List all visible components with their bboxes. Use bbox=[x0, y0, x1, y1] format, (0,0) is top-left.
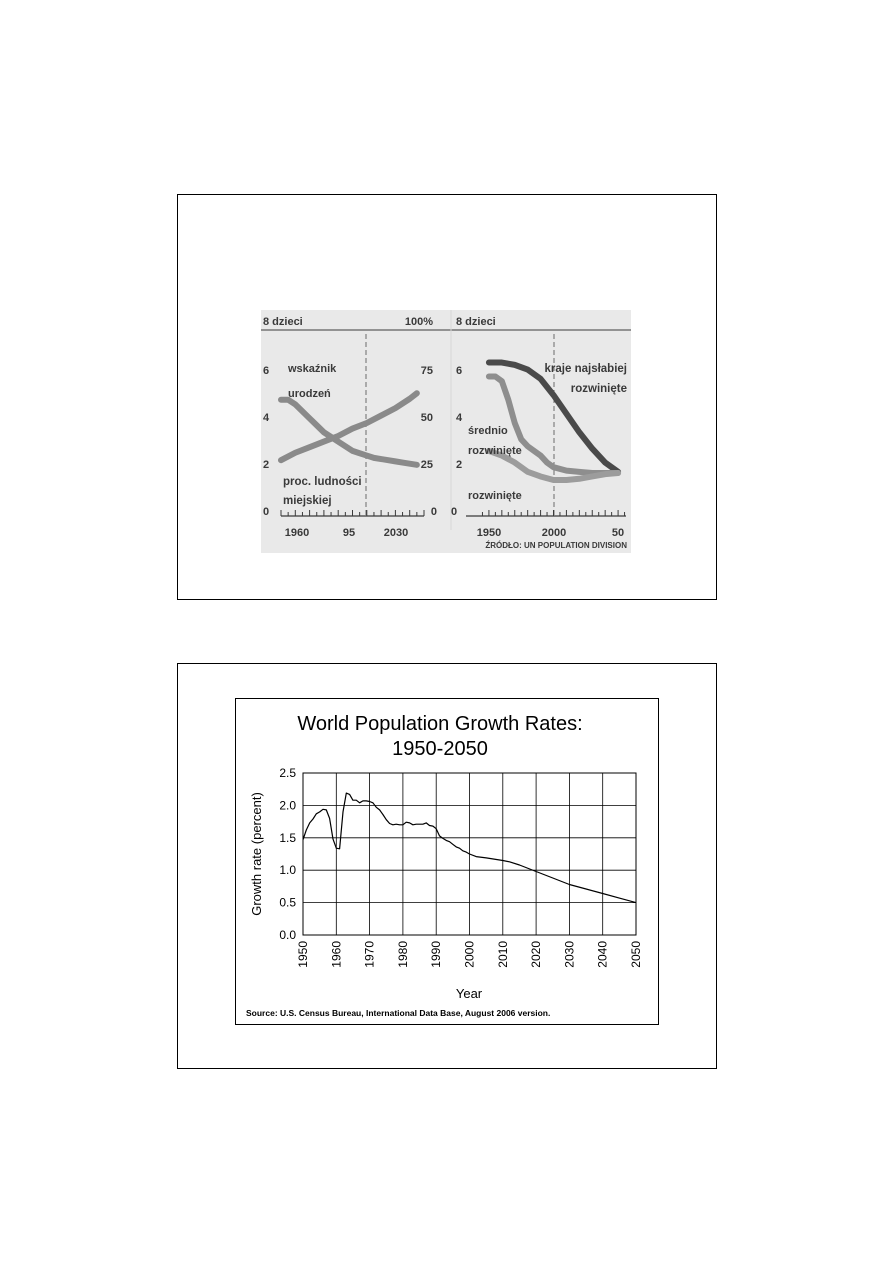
x-axis-label: Year bbox=[455, 986, 483, 1001]
p2-left-tick-0: 0 bbox=[451, 506, 458, 518]
y-tick-label: 0.5 bbox=[279, 895, 296, 910]
p2-left-tick-6: 6 bbox=[456, 365, 463, 377]
p1-right-tick-50: 50 bbox=[420, 412, 433, 424]
p1-left-tick-8: 8 dzieci bbox=[263, 316, 303, 328]
x-tick-label: 2050 bbox=[629, 941, 643, 968]
scanned-newspaper-chart bbox=[261, 310, 631, 553]
p1-x-tick-95: 95 bbox=[342, 527, 356, 539]
source-note: Source: U.S. Census Bureau, International Data Base, August 2006 version. bbox=[246, 1008, 551, 1018]
p1-right-tick-100: 100% bbox=[404, 316, 433, 328]
slide-world-population-growth bbox=[177, 663, 717, 1069]
x-tick-label: 1950 bbox=[296, 941, 310, 968]
p2-source-credit: ŹRÓDŁO: UN POPULATION DIVISION bbox=[485, 541, 627, 550]
x-tick-label: 1980 bbox=[395, 941, 410, 968]
p1-label-fertility-line2: urodzeń bbox=[288, 388, 331, 400]
p2-label-developed: rozwinięte bbox=[468, 490, 522, 502]
y-tick-label: 2.5 bbox=[279, 766, 296, 780]
p2-label-medium-line2: rozwinięte bbox=[468, 445, 522, 457]
x-tick-label: 1990 bbox=[429, 941, 444, 968]
p1-right-tick-0: 0 bbox=[430, 506, 437, 518]
p2-label-least-line1: kraje najsłabiej bbox=[544, 363, 627, 375]
p1-left-tick-0: 0 bbox=[263, 506, 270, 518]
p2-label-medium-line1: średnio bbox=[468, 425, 508, 437]
p1-x-tick-2030: 2030 bbox=[383, 527, 409, 539]
p1-left-tick-4: 4 bbox=[263, 412, 270, 424]
p1-right-tick-75: 75 bbox=[420, 365, 433, 377]
p1-right-tick-25: 25 bbox=[420, 459, 433, 471]
x-tick-label: 2020 bbox=[529, 941, 544, 968]
p1-x-tick-1960: 1960 bbox=[284, 527, 310, 539]
chart-title-line1: World Population Growth Rates: bbox=[297, 713, 583, 735]
x-tick-label: 2000 bbox=[462, 941, 477, 968]
x-tick-label: 2040 bbox=[595, 941, 610, 968]
y-tick-label: 0.0 bbox=[279, 928, 296, 942]
panel-left bbox=[263, 316, 437, 539]
growth-rate-chart-svg bbox=[236, 699, 658, 1024]
scan-chart-svg bbox=[261, 310, 631, 553]
growth-rate-chart-frame bbox=[235, 698, 659, 1025]
x-tick-labels bbox=[296, 941, 643, 968]
p1-label-urban-line2: miejskiej bbox=[283, 495, 332, 507]
p2-x-tick-50: 50 bbox=[611, 527, 625, 539]
x-tick-label: 2010 bbox=[495, 941, 510, 968]
p2-left-tick-4: 4 bbox=[456, 412, 463, 424]
p2-x-tick-2000: 2000 bbox=[541, 527, 567, 539]
p2-x-tick-1950: 1950 bbox=[476, 527, 502, 539]
y-tick-labels bbox=[279, 766, 296, 942]
y-tick-label: 1.0 bbox=[279, 863, 296, 878]
p1-label-fertility-line1: wskaźnik bbox=[288, 363, 337, 375]
p2-left-tick-8: 8 dzieci bbox=[456, 316, 496, 328]
y-tick-label: 1.5 bbox=[279, 830, 296, 845]
panel-right bbox=[451, 316, 627, 550]
p2-x-minor-ticks bbox=[482, 510, 624, 516]
p2-label-least-line2: rozwinięte bbox=[570, 383, 627, 395]
y-axis-label: Growth rate (percent) bbox=[249, 792, 264, 916]
chart-title-line2: 1950-2050 bbox=[392, 738, 488, 760]
x-tick-label: 1960 bbox=[329, 941, 344, 968]
p1-left-tick-6: 6 bbox=[263, 365, 270, 377]
p1-label-urban-line1: proc. ludności bbox=[283, 476, 362, 488]
p2-left-tick-2: 2 bbox=[456, 459, 463, 471]
p1-left-tick-2: 2 bbox=[263, 459, 270, 471]
slide-urbanization-fertility bbox=[177, 194, 717, 600]
x-tick-label: 1970 bbox=[362, 941, 377, 968]
p1-x-minor-ticks bbox=[281, 510, 424, 516]
x-tick-label: 2030 bbox=[562, 941, 577, 968]
y-tick-label: 2.0 bbox=[279, 798, 296, 813]
